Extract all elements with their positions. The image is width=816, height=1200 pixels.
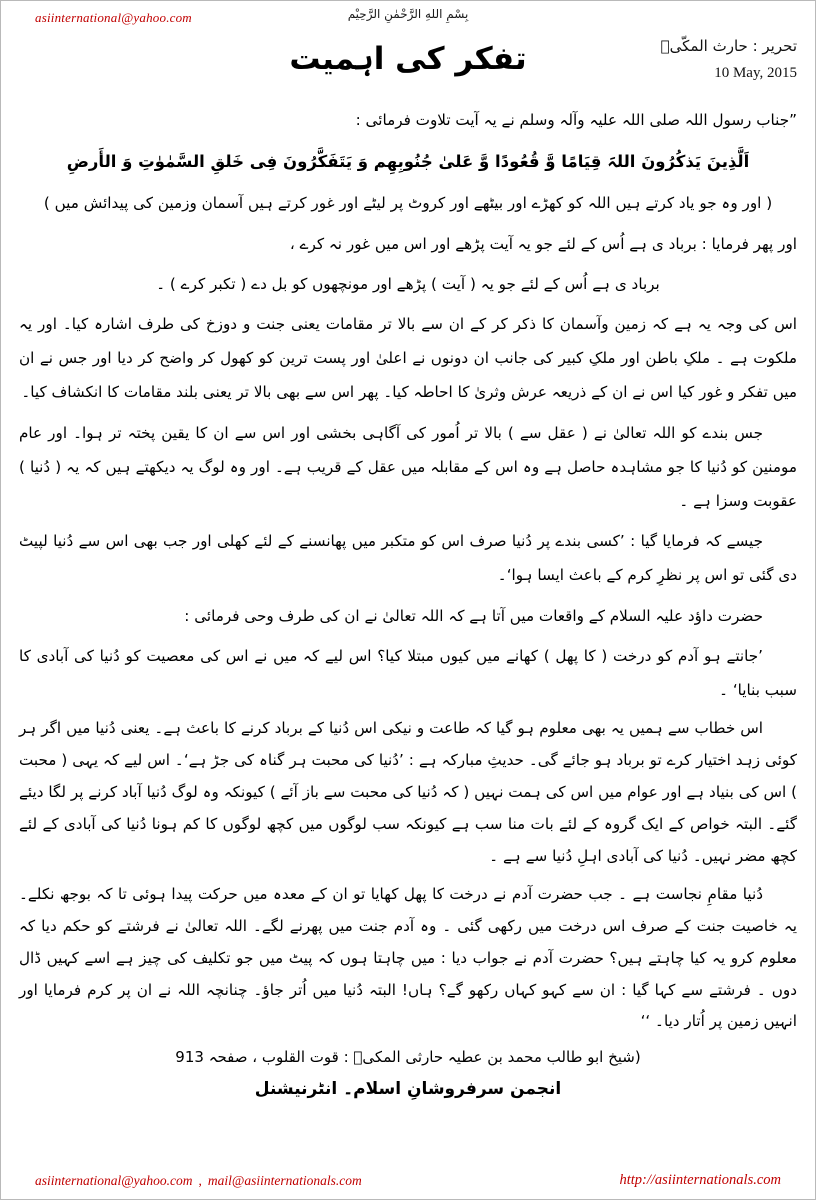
paragraph-7: جس بندے کو اللہ تعالیٰ نے ( عقل سے ) بالا تر اُمور کی آگاہی بخشی اور اس سے ان کا یقین پختہ تر ہوا۔ اور عام مومنین کو دُنیا کا جو مشاہدہ حاصل ہے وہ اس کے مقابلہ میں عقل کے قریب ہے۔ اور وہ لوگ یہ دیکھتے ہیں کہ یہ ( دُنیا ) عقوبت وسزا ہے ۔ xyxy=(19,423,797,510)
paragraph-12: دُنیا مقامِ نجاست ہے ۔ جب حضرت آدم نے درخت کا پھل کھایا تو ان کے معدہ میں حرکت پیدا ہوئی تا کہ بوجھ نکلے۔ یہ خاصیت جنت کے صرف اس درخت میں رکھی گئی ۔ وہ آدم جنت میں پھرنے لگے۔ اللہ تعالیٰ نے فرشتے کو حکم دیا کہ معلوم کرو یہ کیا چاہتے ہیں؟ حضرت آدم نے جواب دیا : میں چاہتا ہوں کہ پیٹ میں جو تکلیف کی چیز ہے اسے کہیں ڈال دوں ۔ فرشتے سے کہا گیا : ان سے کہو کہاں رکھو گے؟ ہاں! البتہ دُنیا میں اُتر جاؤ۔ چنانچہ اللہ نے ان پر کرم فرمایا اور انہیں زمین پر اُتار دیا۔ ‘‘ xyxy=(19,884,797,1031)
title-block xyxy=(13,33,803,103)
document-date: 10 May, 2015 xyxy=(714,65,797,82)
document-body xyxy=(13,103,803,1038)
paragraph-1: ”جناب رسول اللہ صلی اللہ علیہ وآلہ وسلم نے یہ آیت تلاوت فرمائی : xyxy=(355,111,797,129)
footer-separator: , xyxy=(198,1172,202,1188)
footer-email-2[interactable]: mail@asiinternationals.com xyxy=(207,1172,362,1188)
paragraph-4: اور پھر فرمایا : برباد ی ہے اُس کے لئے جو یہ آیت پڑھے اور اس میں غور نہ کرے ، xyxy=(289,234,797,253)
paragraph-5: برباد ی ہے اُس کے لئے جو یہ ( آیت ) پڑھے اور مونچھوں کو بل دے ( تکبر کرے ) ۔ xyxy=(156,274,660,293)
paragraph-8: جیسے کہ فرمایا گیا : ’کسی بندے پر دُنیا صرف اس کو متکبر میں پھانسنے کے لئے کھلی اور جب بھی اس سے دُنیا لپیٹ دی گئی تو اس پر نظرِ کرم کے باعث ایسا ہوا‘۔ xyxy=(19,532,797,585)
footer-website[interactable]: http://asiinternationals.com xyxy=(619,1172,781,1188)
organization-name: انجمن سرفروشانِ اسلام۔ انٹرنیشنل xyxy=(254,1079,562,1100)
page-inner xyxy=(13,7,803,1193)
source-reference: (شیخ ابو طالب محمد بن عطیہ حارثی المکیؒ : قوت القلوب ، صفحہ 913 xyxy=(175,1048,641,1067)
paragraph-9: حضرت داؤد علیہ السلام کے واقعات میں آتا ہے کہ اللہ تعالیٰ نے ان کی طرف وحی فرمائی : xyxy=(184,606,763,625)
footer-emails xyxy=(35,1173,362,1189)
page-title: تفکر کی اہمیت xyxy=(289,41,527,77)
quran-verse-arabic: اَلَّذِینَ یَذکُرُونَ اللہَ قِیَامًا وَّ قُعُودًا وَّ عَلیٰ جُنُوبِھِم وَ یَتَفَکَّرُونَ فِی خَلقِ السَّمٰوٰتِ وَ الأَرضِ xyxy=(66,152,750,172)
footer-links xyxy=(13,1172,803,1189)
paragraph-6: اس کی وجہ یہ ہے کہ زمین وآسمان کا ذکر کر کے ان سے بالا تر مقامات یعنی جنت و دوزخ کی طرف اشارہ کیا۔ اور یہ ملکوت ہے ۔ ملکِ باطن اور ملکِ کبیر کی جانب ان دونوں نے اعلیٰ اور پست ترین کو کھول کر واضح کر دیا اور جس نے ان میں تفکر و غور کیا اس نے ان کے ذریعہ عرش وثریٰ کا احاطہ کیا۔ پھر اس سے بھی بالا تر یعنی بلند مقامات کا انکشاف کیا۔ xyxy=(19,314,797,402)
verse-translation: ( اور وہ جو یاد کرتے ہیں اللہ کو کھڑے اور بیٹھے اور کروٹ پر لیٹے اور غور کرتے ہیں آسمان وزمین کی پیدائش میں ) xyxy=(43,194,773,213)
top-row xyxy=(13,7,803,33)
paragraph-11: اس خطاب سے ہمیں یہ بھی معلوم ہو گیا کہ طاعت و نیکی اس دُنیا کے برباد کرنے کا باعث ہے۔ یعنی دُنیا میں اگر ہر کوئی زہد اختیار کرے تو برباد ہو جائے گی۔ حدیثِ مبارکہ ہے : ’دُنیا کی محبت ہر گناہ کی جڑ ہے‘۔ اس لیے کہ یہی ( محبت ) اس کی بنیاد ہے اور عوام میں اس کی ہمت نہیں ( کہ دُنیا کی محبت سے باز آئے ) کیونکہ وہ لوگ دُنیا آباد کرنے پر لگا دیئے گئے۔ البتہ خواص کے ایک گروہ کے لئے بات منا سب ہے کیونکہ سب لوگوں میں کچھ لوگوں کا کم ہونا دُنیا کی آبادی کے لئے کچھ مضر نہیں۔ دُنیا کی آبادی اہلِ دُنیا سے ہے ۔ xyxy=(19,719,797,865)
footer-email-1[interactable]: asiinternational@yahoo.com xyxy=(35,1172,193,1188)
paragraph-10: ’جانتے ہو آدم کو درخت ( کا پھل ) کھانے میں کیوں مبتلا کیا؟ اس لیے کہ میں نے اس کی معصیت کو دُنیا کی آبادی کا سبب بنایا‘ ۔ xyxy=(19,646,797,699)
writer-label: تحریر : حارث المکّیؒ xyxy=(660,37,797,55)
bismillah-line: بِسْمِ اللهِ الرَّحْمٰنِ الرَّحِيْم xyxy=(347,7,469,21)
header-email[interactable]: asiinternational@yahoo.com xyxy=(35,10,192,25)
